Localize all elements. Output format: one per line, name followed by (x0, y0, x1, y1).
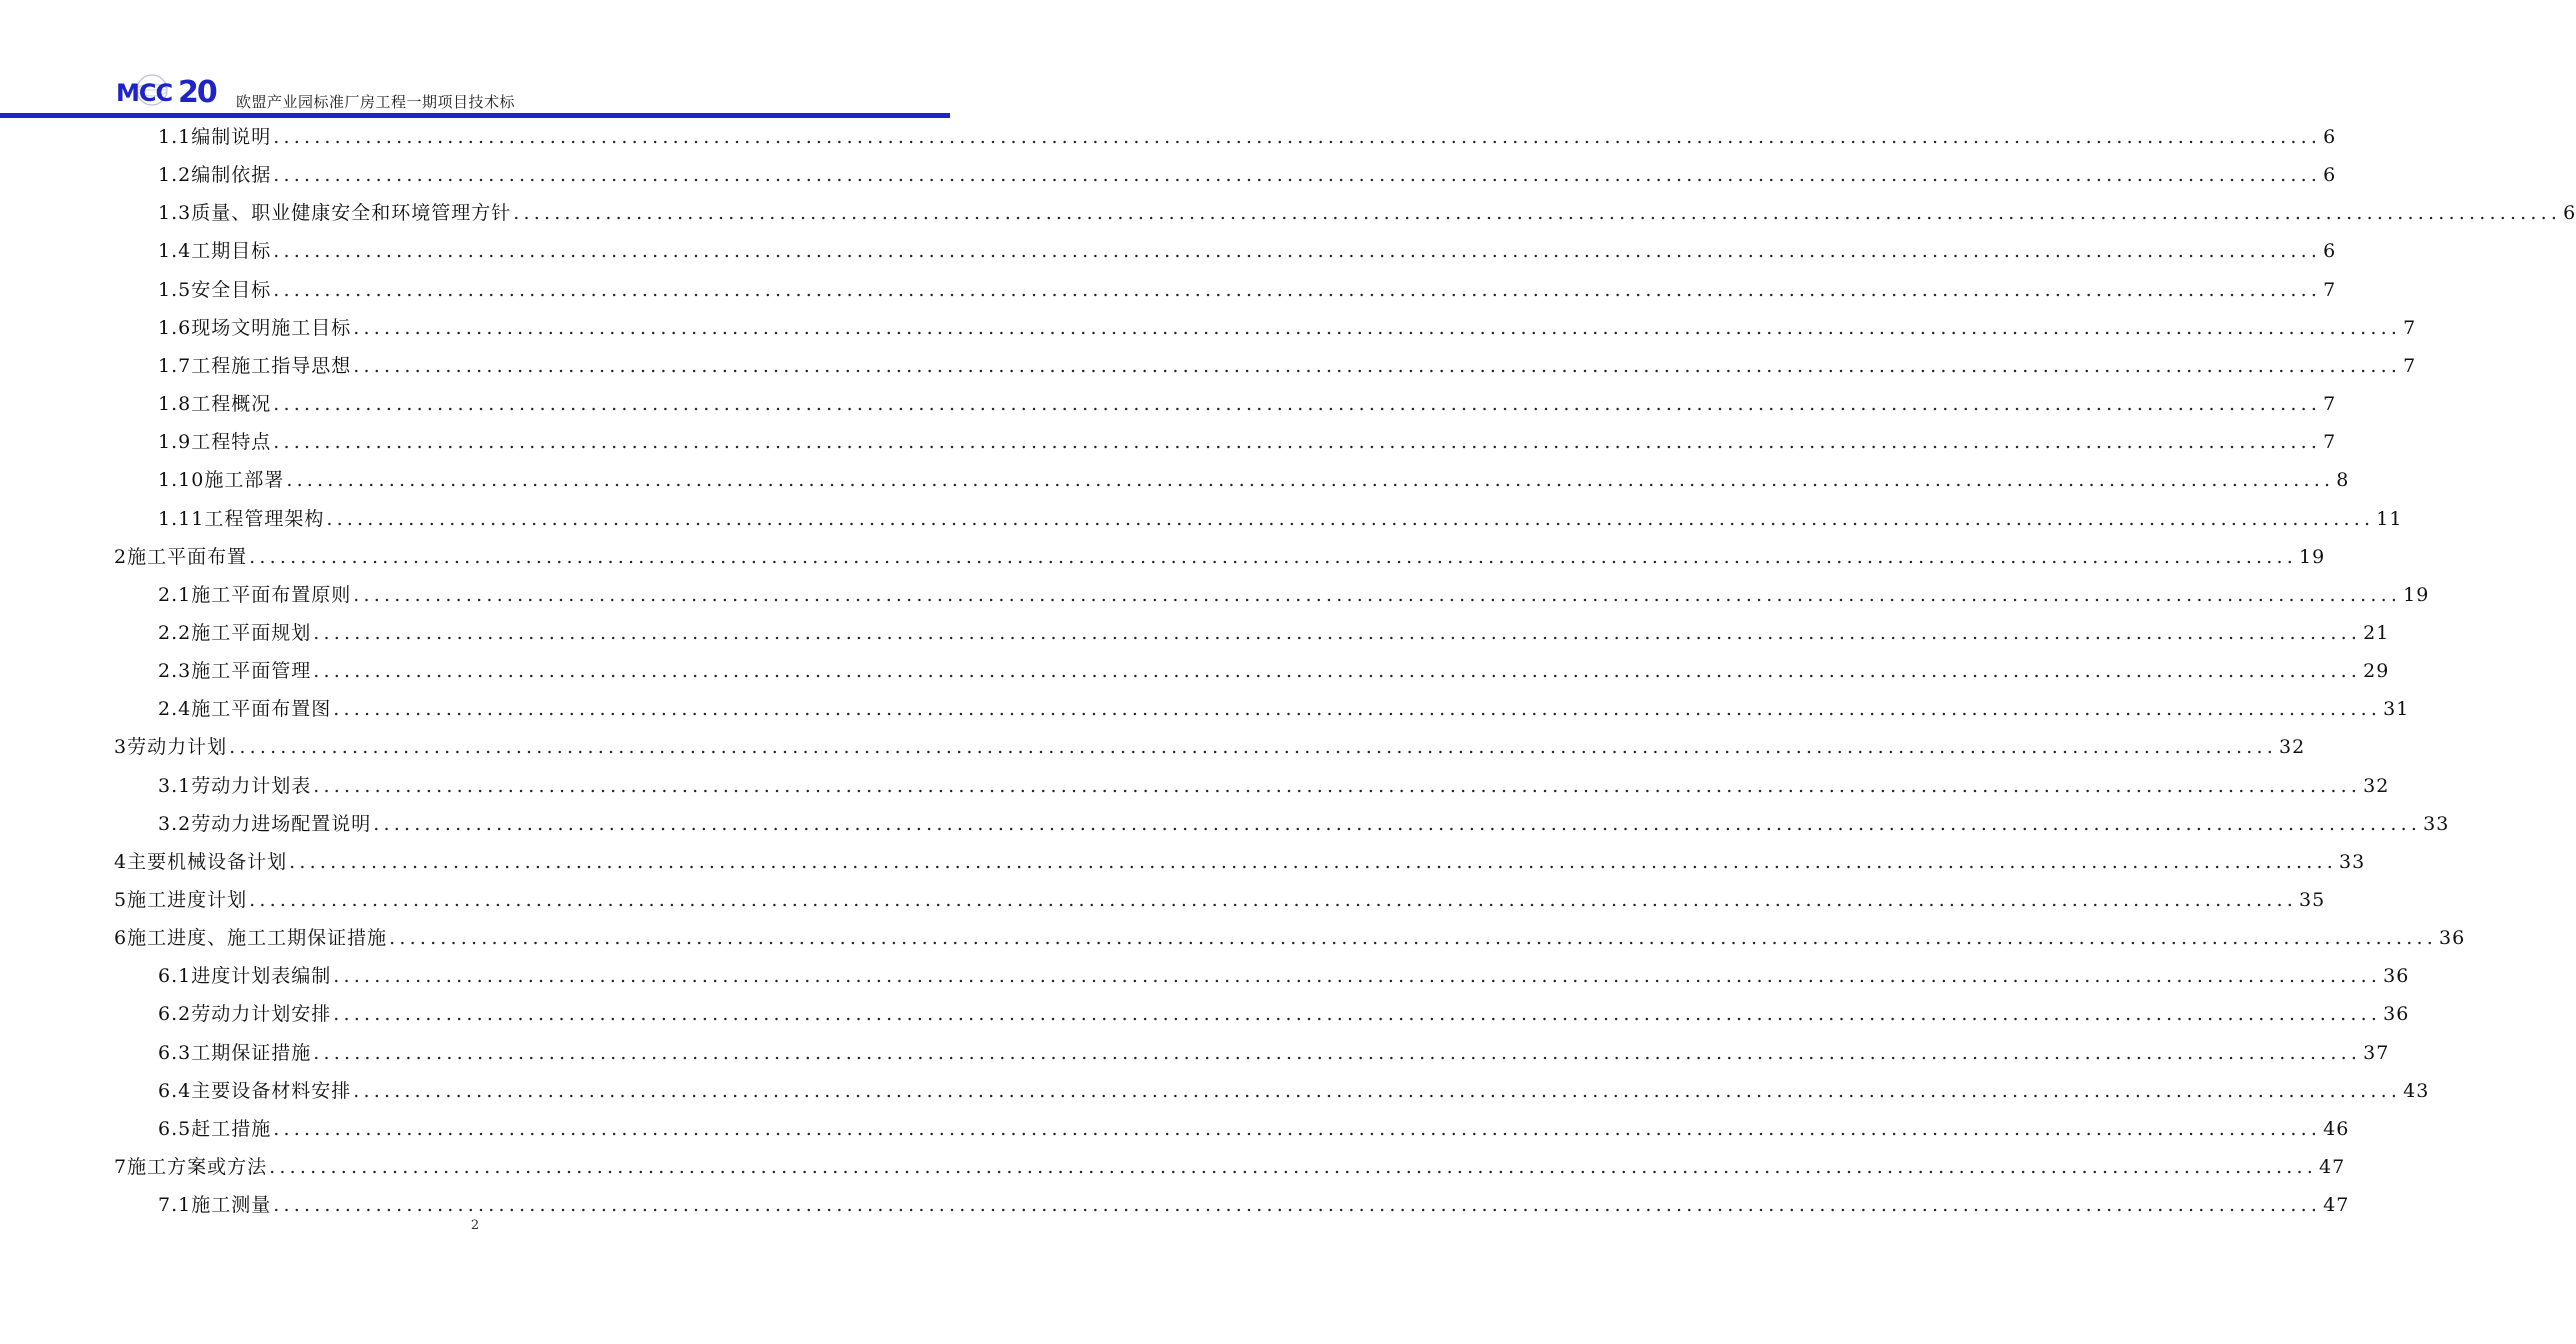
toc-entry-label: 主要机械设备计划 (127, 850, 288, 873)
toc-entry[interactable] (158, 805, 2450, 843)
toc-entry-page: 7 (2403, 354, 2417, 377)
toc-entry[interactable] (114, 919, 2466, 957)
toc-entry-page: 19 (2403, 583, 2430, 606)
document-title: 欧盟产业园标准厂房工程一期项目技术标 (236, 93, 516, 111)
toc-entry[interactable] (114, 881, 2326, 919)
toc-entry-label: 施工平面规划 (191, 621, 312, 644)
toc-dot-leader: ........................................................................................................................................................................................................ (353, 354, 2402, 377)
toc-entry-page: 32 (2363, 774, 2390, 797)
toc-dot-leader: ........................................................................................................................................................................................................ (249, 889, 2298, 911)
toc-entry-page: 6 (2563, 202, 2576, 225)
toc-entry[interactable] (114, 538, 2326, 576)
toc-entry[interactable] (158, 156, 2337, 194)
toc-entry-number: 1.6 (158, 316, 192, 339)
toc-entry-page: 36 (2383, 1003, 2410, 1026)
toc-dot-leader: ........................................................................................................................................................................................................ (333, 698, 2382, 721)
toc-dot-leader: ........................................................................................................................................................................................................ (273, 126, 2322, 148)
toc-entry-label: 施工测量 (191, 1194, 272, 1217)
toc-dot-leader: ........................................................................................................................................................................................................ (289, 850, 2338, 873)
toc-entry-number: 2.1 (158, 583, 192, 606)
toc-dot-leader: ........................................................................................................................................................................................................ (313, 1041, 2362, 1064)
toc-dot-leader: ........................................................................................................................................................................................................ (326, 507, 2375, 530)
toc-entry-page: 6 (2323, 164, 2337, 187)
toc-entry[interactable] (158, 385, 2337, 423)
toc-dot-leader: ........................................................................................................................................................................................................ (353, 316, 2402, 339)
toc-entry-label: 进度计划表编制 (191, 965, 332, 988)
page-number: 2 (470, 1218, 480, 1233)
toc-entry-page: 11 (2376, 507, 2403, 530)
toc-dot-leader: ........................................................................................................................................................................................................ (353, 1079, 2402, 1102)
toc-entry-page: 43 (2403, 1079, 2430, 1102)
toc-entry-label: 现场文明施工目标 (191, 316, 352, 339)
toc-entry[interactable] (158, 690, 2410, 728)
mcc20-logo-icon (114, 72, 230, 108)
toc-entry-label: 施工平面管理 (191, 660, 312, 683)
toc-entry-number: 2.2 (158, 621, 192, 644)
toc-entry-label: 施工平面布置图 (191, 698, 332, 721)
toc-entry-label: 劳动力进场配置说明 (191, 812, 372, 835)
toc-entry[interactable] (114, 843, 2366, 881)
toc-entry-page: 7 (2323, 431, 2337, 454)
toc-entry[interactable] (158, 957, 2410, 995)
toc-entry-number: 6.4 (158, 1079, 192, 1102)
toc-entry[interactable] (158, 461, 2350, 499)
toc-dot-leader: ........................................................................................................................................................................................................ (313, 774, 2362, 797)
svg-text:20: 20 (178, 75, 216, 110)
toc-entry-number: 1.10 (158, 469, 205, 492)
svg-text:MCC: MCC (116, 79, 173, 107)
toc-entry-number: 2.3 (158, 660, 192, 683)
toc-dot-leader: ........................................................................................................................................................................................................ (513, 202, 2562, 225)
toc-entry[interactable] (158, 194, 2576, 232)
toc-entry-label: 赶工措施 (191, 1117, 272, 1140)
toc-entry-page: 7 (2403, 316, 2417, 339)
toc-dot-leader: ........................................................................................................................................................................................................ (273, 240, 2322, 263)
toc-entry[interactable] (158, 1110, 2350, 1148)
toc-entry-number: 6.3 (158, 1041, 192, 1064)
toc-entry-label: 编制说明 (191, 126, 272, 148)
toc-entry-label: 工期保证措施 (191, 1041, 312, 1064)
toc-entry-label: 质量、职业健康安全和环境管理方针 (191, 202, 512, 225)
toc-entry-number: 1.9 (158, 431, 192, 454)
toc-entry[interactable] (158, 995, 2410, 1033)
toc-entry-number: 1.8 (158, 393, 192, 416)
toc-entry-page: 47 (2319, 1156, 2346, 1179)
toc-dot-leader: ........................................................................................................................................................................................................ (273, 1117, 2322, 1140)
toc-entry[interactable] (158, 614, 2390, 652)
toc-entry-page: 6 (2323, 240, 2337, 263)
toc-entry-number: 1.7 (158, 354, 192, 377)
toc-entry-page: 37 (2363, 1041, 2390, 1064)
toc-entry[interactable] (158, 576, 2430, 614)
toc-entry-label: 施工部署 (204, 469, 285, 492)
toc-entry-label: 工程特点 (191, 431, 272, 454)
toc-entry[interactable] (158, 309, 2417, 347)
toc-entry-label: 工程概况 (191, 393, 272, 416)
toc-entry-number: 1.5 (158, 278, 192, 301)
toc-entry-label: 编制依据 (191, 164, 272, 187)
toc-dot-leader: ........................................................................................................................................................................................................ (333, 1003, 2382, 1026)
toc-entry-label: 工程管理架构 (204, 507, 325, 530)
toc-entry-number: 7.1 (158, 1194, 192, 1217)
toc-entry[interactable] (158, 1072, 2430, 1110)
toc-entry[interactable] (114, 1148, 2346, 1186)
toc-entry-label: 施工平面布置 (127, 545, 248, 568)
toc-entry-number: 2.4 (158, 698, 192, 721)
toc-entry-number: 1.3 (158, 202, 192, 225)
toc-entry-number: 1.1 (158, 126, 192, 148)
toc-dot-leader: ........................................................................................................................................................................................................ (286, 469, 2335, 492)
toc-entry[interactable] (158, 500, 2403, 538)
toc-dot-leader: ........................................................................................................................................................................................................ (273, 164, 2322, 187)
toc-entry-number: 7 (114, 1156, 128, 1179)
toc-entry-page: 29 (2363, 660, 2390, 683)
toc-entry-page: 19 (2299, 545, 2326, 568)
toc-entry-number: 1.2 (158, 164, 192, 187)
toc-entry-page: 33 (2339, 850, 2366, 873)
toc-entry-label: 施工方案或方法 (127, 1156, 268, 1179)
toc-entry[interactable] (158, 232, 2337, 270)
toc-entry-number: 1.11 (158, 507, 205, 530)
toc-entry[interactable] (158, 118, 2337, 156)
toc-dot-leader: ........................................................................................................................................................................................................ (273, 393, 2322, 416)
toc-entry[interactable] (158, 1034, 2390, 1072)
toc-entry-number: 6 (114, 927, 128, 950)
toc-entry[interactable] (158, 767, 2390, 805)
toc-entry-label: 劳动力计划表 (191, 774, 312, 797)
toc-entry-page: 36 (2439, 927, 2466, 950)
toc-entry-page: 7 (2323, 393, 2337, 416)
page-header (0, 60, 950, 122)
toc-entry-number: 6.2 (158, 1003, 192, 1026)
toc-dot-leader: ........................................................................................................................................................................................................ (273, 1194, 2322, 1217)
toc-entry-label: 劳动力计划 (127, 736, 228, 759)
toc-entry-label: 安全目标 (191, 278, 272, 301)
toc-dot-leader: ........................................................................................................................................................................................................ (273, 278, 2322, 301)
toc-entry-page: 47 (2323, 1194, 2350, 1217)
toc-entry-label: 工程施工指导思想 (191, 354, 352, 377)
toc-entry-page: 46 (2323, 1117, 2350, 1140)
toc-entry[interactable] (158, 271, 2337, 309)
toc-entry[interactable] (114, 728, 2306, 766)
toc-entry-page: 8 (2336, 469, 2350, 492)
toc-entry-label: 工期目标 (191, 240, 272, 263)
toc-entry-number: 3.1 (158, 774, 192, 797)
toc-dot-leader: ........................................................................................................................................................................................................ (353, 583, 2402, 606)
toc-entry-page: 36 (2383, 965, 2410, 988)
toc-dot-leader: ........................................................................................................................................................................................................ (229, 736, 2278, 759)
toc-entry-number: 3.2 (158, 812, 192, 835)
toc-entry-page: 35 (2299, 889, 2326, 911)
toc-entry-number: 3 (114, 736, 128, 759)
toc-dot-leader: ........................................................................................................................................................................................................ (313, 660, 2362, 683)
toc-entry-label: 劳动力计划安排 (191, 1003, 332, 1026)
toc-entry-number: 1.4 (158, 240, 192, 263)
toc-entry-page: 32 (2279, 736, 2306, 759)
toc-entry-label: 主要设备材料安排 (191, 1079, 352, 1102)
toc-entry-number: 4 (114, 850, 128, 873)
toc-dot-leader: ........................................................................................................................................................................................................ (273, 431, 2322, 454)
toc-dot-leader: ........................................................................................................................................................................................................ (313, 621, 2362, 644)
toc-dot-leader: ........................................................................................................................................................................................................ (249, 545, 2298, 568)
toc-entry-page: 6 (2323, 126, 2337, 148)
toc-entry[interactable] (158, 652, 2390, 690)
toc-entry-page: 21 (2363, 621, 2390, 644)
toc-dot-leader: ........................................................................................................................................................................................................ (389, 927, 2438, 950)
toc-entry-label: 施工平面布置原则 (191, 583, 352, 606)
toc-entry-page: 31 (2383, 698, 2410, 721)
toc-entry[interactable] (158, 347, 2417, 385)
toc-entry-number: 2 (114, 545, 128, 568)
toc-dot-leader: ........................................................................................................................................................................................................ (373, 812, 2422, 835)
toc-entry[interactable] (158, 423, 2337, 461)
toc-entry-label: 施工进度、施工工期保证措施 (127, 927, 388, 950)
toc-entry-number: 6.5 (158, 1117, 192, 1140)
toc-entry-page: 7 (2323, 278, 2337, 301)
toc-entry-number: 6.1 (158, 965, 192, 988)
toc-entry-page: 33 (2423, 812, 2450, 835)
toc-entry-number: 5 (114, 889, 128, 911)
toc-dot-leader: ........................................................................................................................................................................................................ (269, 1156, 2318, 1179)
toc-entry-label: 施工进度计划 (127, 889, 248, 911)
toc-dot-leader: ........................................................................................................................................................................................................ (333, 965, 2382, 988)
